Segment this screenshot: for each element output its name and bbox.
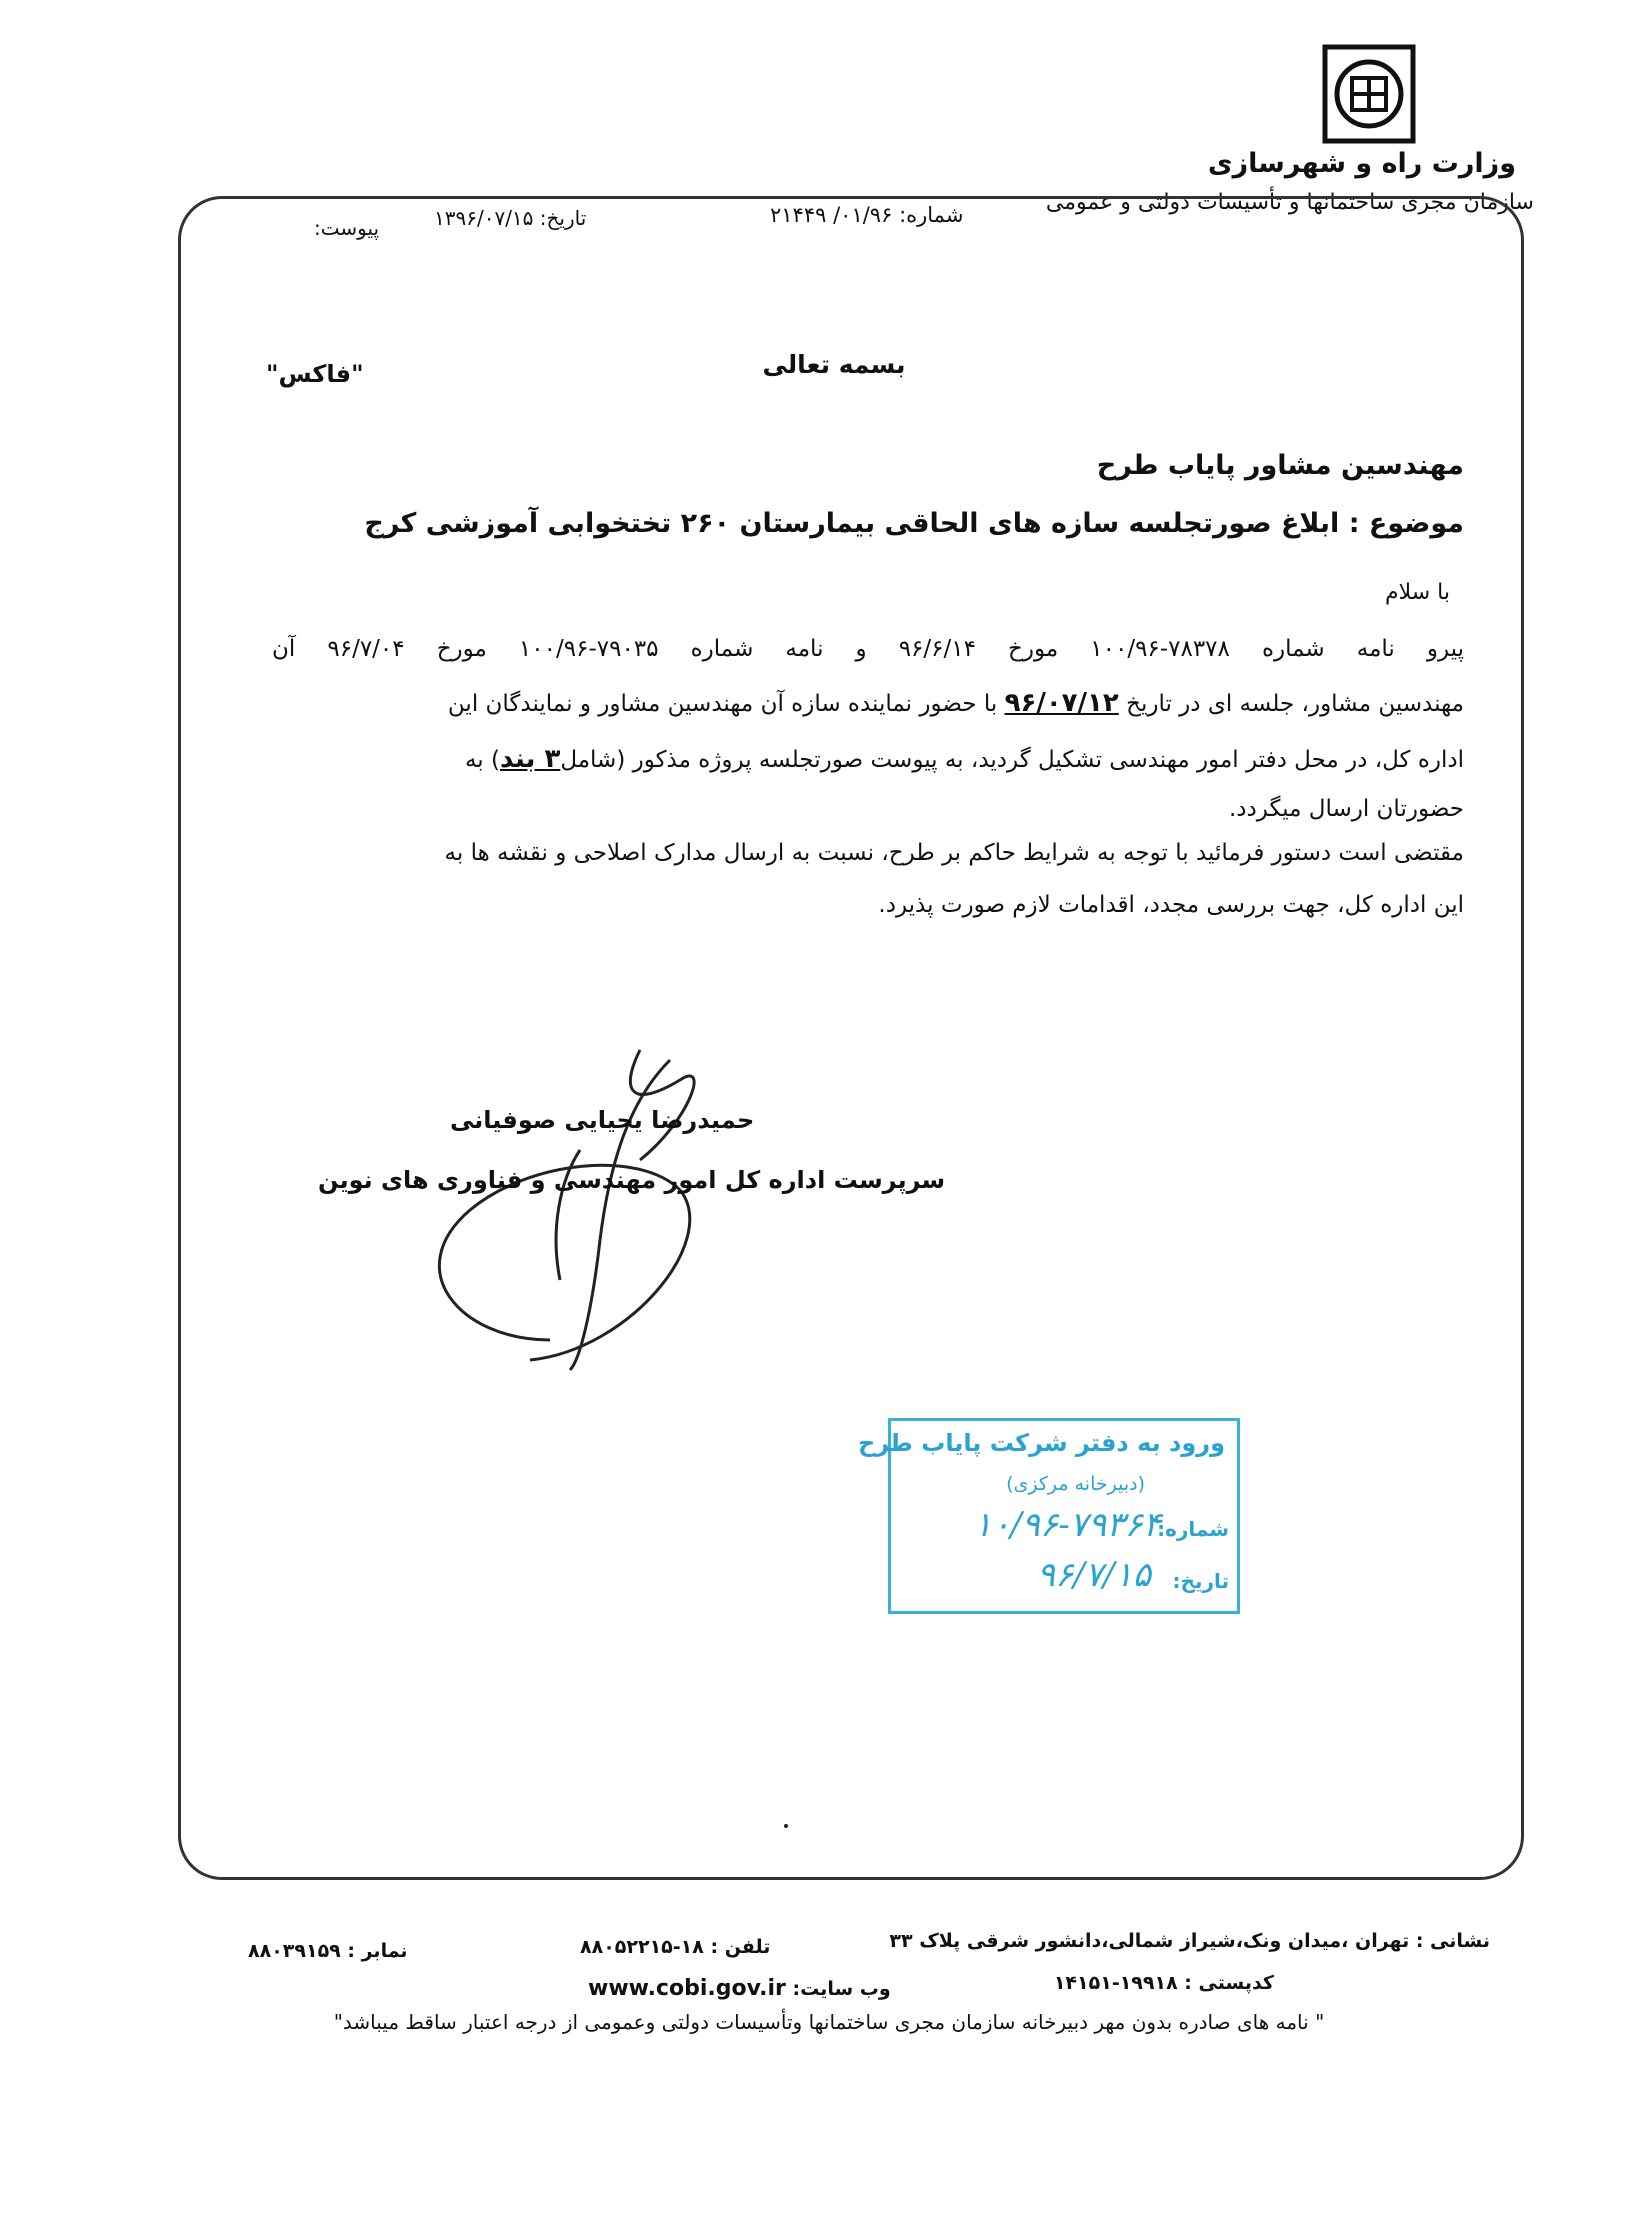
clause-count: ۳ بند (499, 744, 561, 774)
website-label: وب سایت: (792, 1978, 891, 2000)
footer-postal-code: کدپستی : ۱۹۹۱۸-۱۴۱۵۱ (1053, 1972, 1274, 1994)
body-line-3 (272, 744, 1464, 774)
letter-frame (178, 196, 1524, 1880)
footer-fax: نمابر : ۸۸۰۳۹۱۵۹ (248, 1940, 408, 1962)
greeting: با سلام (1384, 580, 1450, 605)
footer-phone: تلفن : ۱۸-۸۸۰۵۲۲۱۵ (580, 1936, 771, 1958)
body-line-2-start: مهندسین مشاور، جلسه ای در تاریخ (1126, 691, 1464, 717)
website-link[interactable]: www.cobi.gov.ir (588, 1976, 786, 2001)
handwritten-signature-icon (380, 1040, 740, 1380)
stamp-company: ورود به دفتر شرکت پایاب طرح (858, 1429, 1225, 1457)
body-line-2 (272, 688, 1464, 718)
ministry-logo-icon (1322, 44, 1416, 144)
meeting-date: ۹۶/۰۷/۱۲ (1004, 688, 1119, 718)
letter-date-label: تاریخ: (539, 206, 587, 230)
fax-label: "فاکس" (266, 360, 364, 388)
footer-website (588, 1976, 891, 2001)
body-line-3-end: ) به (464, 747, 500, 773)
signer-title: سرپرست اداره کل امور مهندسی و فناوری های نوین (318, 1166, 946, 1194)
stamp-number-label: شماره: (1157, 1517, 1229, 1541)
ministry-name: وزارت راه و شهرسازی (1207, 148, 1516, 179)
subject-line: موضوع : ابلاغ صورتجلسه سازه های الحاقی بیمارستان ۲۶۰ تختخوابی آموزشی کرج (364, 508, 1464, 539)
page-dot (784, 1824, 788, 1828)
letter-date-value: ۱۳۹۶/۰۷/۱۵ (434, 206, 534, 230)
body-line-6: این اداره کل، جهت بررسی مجدد، اقدامات لازم صورت پذیرد. (878, 892, 1464, 918)
footer-notice: " نامه های صادره بدون مهر دبیرخانه سازمان مجری ساختمانها وتأسیسات دولتی وعمومی از درجه اعتبار ساقط میباشد" (333, 2010, 1325, 2034)
stamp-date-value: ۹۶/۷/۱۵ (1036, 1555, 1151, 1595)
recipient: مهندسین مشاور پایاب طرح (1096, 450, 1464, 481)
footer-address: نشانی : تهران ،میدان ونک،شیراز شمالی،دانشور شرقی پلاک ۳۳ (889, 1930, 1490, 1952)
stamp-number-value: ۱۰/۹۶-۷۹۳۶۴ (973, 1505, 1161, 1545)
letter-number-label: شماره: (899, 203, 964, 227)
body-line-2-end: با حضور نماینده سازه آن مهندسین مشاور و نمایندگان این (447, 691, 998, 717)
body-line-5: مقتضی است دستور فرمائید با توجه به شرایط حاکم بر طرح، نسبت به ارسال مدارک اصلاحی و نقشه ها به (444, 840, 1464, 866)
signer-name: حمیدرضا یحیایی صوفیانی (450, 1106, 755, 1134)
body-line-1: پیرو نامه شماره ۷۸۳۷۸-۱۰۰/۹۶ مورخ ۹۶/۶/۱۴ و نامه شماره ۷۹۰۳۵-۱۰۰/۹۶ مورخ ۹۶/۷/۰۴ آن (272, 636, 1465, 662)
organization-name: سازمان مجری ساختمانها و تأسیسات دولتی و عمومی (1045, 190, 1534, 215)
bismillah-heading: بسمه تعالی (762, 350, 906, 379)
body-line-3-start: اداره کل، در محل دفتر امور مهندسی تشکیل گردید، به پیوست صورتجلسه پروژه مذکور (شامل (560, 747, 1464, 773)
stamp-date-label: تاریخ: (1172, 1569, 1229, 1593)
letter-number-value: ۰۱/۹۶/ ۲۱۴۴۹ (770, 203, 893, 227)
body-line-4: حضورتان ارسال میگردد. (1228, 796, 1464, 822)
stamp-department: (دبیرخانه مرکزی) (1006, 1473, 1145, 1495)
attachment-label: پیوست: (314, 216, 380, 240)
receipt-stamp (858, 1418, 1240, 1614)
